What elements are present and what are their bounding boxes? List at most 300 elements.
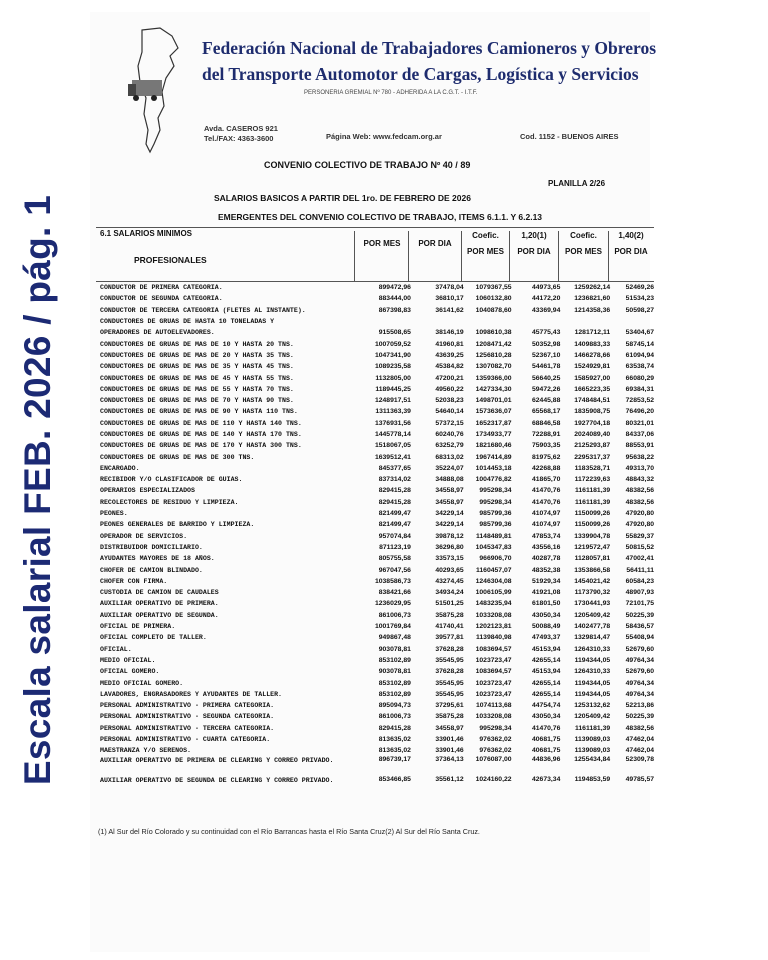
- website: Página Web: www.fedcam.org.ar: [326, 132, 442, 141]
- row-profession: PERSONAL ADMINISTRATIVO - TERCERA CATEGORIA.: [100, 724, 275, 732]
- profesionales-label: PROFESIONALES: [134, 255, 207, 265]
- table-row: [96, 756, 654, 776]
- header-coef1-por-dia: POR DIA: [517, 247, 551, 256]
- cell-coef1-mes: 1573636,07: [475, 408, 512, 416]
- cell-coef2-dia: 50815,52: [625, 543, 655, 551]
- header-por-mes: POR MES: [363, 239, 401, 248]
- cell-coef1-dia: 45153,94: [532, 645, 561, 653]
- row-profession: PEONES GENERALES DE BARRIDO Y LIMPIEZA.: [100, 521, 255, 529]
- table-row: [96, 497, 654, 508]
- row-profession: ENCARGADO.: [100, 464, 140, 472]
- row-profession: CHOFER CON FIRMA.: [100, 577, 168, 585]
- cell-coef2-mes: 1466278,66: [574, 351, 611, 359]
- header-factor-2: 1,40(2): [618, 231, 644, 240]
- cell-coef1-dia: 47853,74: [532, 532, 561, 540]
- cell-coef1-dia: 61801,50: [532, 600, 561, 608]
- row-profession: CONDUCTORES DE GRUAS DE MAS DE 300 TNS.: [100, 453, 255, 461]
- cell-coef1-mes: 1083694,57: [475, 668, 512, 676]
- cell-dia: 36296,80: [435, 543, 464, 551]
- cell-coef1-mes: 985799,36: [479, 521, 512, 529]
- row-profession: DISTRIBUIDOR DOMICILIARIO.: [100, 543, 203, 551]
- cell-coef2-dia: 72853,52: [625, 397, 655, 405]
- table-row: [96, 734, 654, 745]
- cell-coef1-dia: 42655,14: [532, 679, 561, 687]
- table-row: [96, 776, 654, 796]
- address: [204, 124, 278, 144]
- cell-coef2-mes: 1205409,42: [574, 713, 611, 721]
- cell-coef2-mes: 1128057,81: [574, 555, 611, 563]
- header-coef-1: Coefic.: [472, 231, 499, 240]
- table-row: [96, 666, 654, 677]
- cell-coef1-mes: 1652317,87: [475, 419, 512, 427]
- cell-coef2-mes: 1281712,11: [574, 329, 611, 337]
- table-body: [96, 282, 654, 796]
- cell-coef2-dia: 61094,94: [625, 351, 655, 359]
- cell-coef2-mes: 1139089,03: [574, 736, 611, 744]
- cell-coef1-dia: 44172,20: [532, 295, 561, 303]
- cell-coef2-dia: 49313,70: [625, 464, 655, 472]
- table-row: [96, 406, 654, 417]
- cell-mes: 867398,83: [378, 306, 411, 314]
- cell-coef1-mes: 1256810,28: [475, 351, 512, 359]
- cell-coef1-dia: 59472,26: [532, 385, 561, 393]
- row-profession: OFICIAL GOMERO.: [100, 668, 160, 676]
- cell-coef2-dia: 49764,34: [625, 656, 655, 664]
- cell-coef1-mes: 1024160,22: [475, 776, 512, 784]
- cell-dia: 34229,14: [435, 521, 464, 529]
- row-profession: AUXILIAR OPERATIVO DE PRIMERA DE CLEARING Y CORREO PRIVADO.: [100, 757, 334, 765]
- cell-coef2-mes: 1264310,33: [574, 645, 611, 653]
- cell-dia: 33901,46: [435, 736, 464, 744]
- cell-mes: 1639512,41: [374, 453, 411, 461]
- cell-coef1-dia: 72288,91: [532, 431, 561, 438]
- row-profession: CONDUCTORES DE GRUAS DE MAS DE 45 Y HASTA 55 TNS.: [100, 374, 294, 382]
- address-line-2: Tel./FAX: 4363-3600: [204, 134, 274, 143]
- cell-coef1-dia: 40287,78: [532, 555, 561, 563]
- emergentes-heading: EMERGENTES DEL CONVENIO COLECTIVO DE TRABAJO, ITEMS 6.1.1. Y 6.2.13: [218, 212, 543, 222]
- cell-coef1-dia: 42673,34: [532, 776, 561, 784]
- cell-coef2-mes: 1214358,36: [574, 306, 611, 314]
- cell-coef1-dia: 41470,76: [532, 724, 561, 732]
- row-profession: CONDUCTORES DE GRUAS DE MAS DE 170 Y HASTA 300 TNS.: [100, 442, 302, 450]
- cell-coef1-mes: 1498701,01: [475, 397, 512, 405]
- cell-coef1-dia: 52367,10: [532, 351, 561, 359]
- cell-coef1-mes: 1139840,98: [475, 634, 512, 642]
- cell-dia: 47200,21: [435, 374, 464, 382]
- planilla-number: PLANILLA 2/26: [548, 179, 606, 188]
- cell-coef2-dia: 47002,41: [625, 555, 655, 563]
- org-line-2: del Transporte Automotor de Cargas, Logística y Servicios: [202, 64, 639, 84]
- cell-coef2-mes: 1150099,26: [574, 510, 611, 518]
- table-row: [96, 723, 654, 734]
- cell-coef1-dia: 51929,34: [532, 577, 561, 585]
- cell-dia: 34229,14: [435, 510, 464, 518]
- cell-dia: 49560,22: [435, 385, 464, 393]
- cell-dia: 35561,12: [435, 776, 464, 784]
- cell-coef2-dia: 52679,60: [625, 645, 655, 653]
- cell-mes: 896739,17: [378, 756, 411, 764]
- cell-coef1-mes: 1033208,08: [475, 611, 512, 619]
- cell-coef2-dia: 52309,78: [625, 756, 655, 764]
- cell-coef2-dia: 63538,74: [625, 363, 655, 371]
- table-row: [96, 350, 654, 361]
- cell-coef2-mes: 1339904,78: [574, 532, 611, 540]
- cell-coef2-mes: 1172239,63: [574, 476, 611, 484]
- cell-dia: 35545,95: [435, 690, 464, 698]
- cell-coef1-mes: 976362,02: [479, 736, 512, 744]
- cell-coef2-mes: 1194344,05: [574, 679, 611, 687]
- cell-mes: 871123,19: [379, 543, 411, 551]
- table-row: [96, 361, 654, 372]
- table-row: [96, 418, 654, 429]
- cell-dia: 34558,97: [435, 498, 464, 506]
- cell-mes: 1132805,00: [375, 374, 411, 382]
- cell-mes: 1518067,05: [374, 442, 411, 450]
- cell-coef1-dia: 43050,34: [532, 611, 561, 619]
- cell-mes: 853102,89: [378, 679, 411, 687]
- cell-dia: 39577,81: [435, 634, 464, 642]
- cell-coef2-dia: 47462,04: [625, 747, 655, 755]
- cell-coef2-mes: 1329814,47: [574, 634, 611, 642]
- cell-dia: 34888,08: [435, 476, 464, 484]
- document-page: [90, 12, 657, 952]
- cell-coef1-dia: 45153,94: [532, 668, 561, 676]
- cell-mes: 915508,65: [378, 329, 411, 337]
- cell-coef2-mes: 1255434,84: [574, 756, 611, 764]
- cell-dia: 41960,81: [435, 340, 464, 348]
- row-profession: OPERADOR DE SERVICIOS.: [100, 532, 188, 540]
- cell-coef1-dia: 56640,25: [532, 374, 561, 382]
- cell-coef2-dia: 60584,23: [625, 577, 655, 585]
- row-profession: OFICIAL COMPLETO DE TALLER.: [100, 634, 207, 642]
- cell-mes: 1047341,90: [374, 351, 411, 359]
- cell-coef1-mes: 1821680,46: [475, 442, 512, 450]
- cell-coef2-mes: 1665223,35: [574, 385, 611, 393]
- section-label: 6.1 SALARIOS MINIMOS: [100, 229, 193, 238]
- cell-dia: 37295,61: [435, 702, 464, 710]
- org-line-1: Federación Nacional de Trabajadores Camioneros y Obreros: [202, 38, 657, 58]
- cell-mes: 829415,28: [378, 724, 411, 732]
- table-row: [96, 689, 654, 700]
- row-profession: PERSONAL ADMINISTRATIVO - SEGUNDA CATEGORIA.: [100, 713, 275, 721]
- table-row: [96, 451, 654, 462]
- cell-mes: 967047,56: [378, 566, 411, 574]
- cell-coef2-dia: 52469,26: [625, 284, 655, 292]
- row-profession: CONDUCTORES DE GRUAS DE MAS DE 35 Y HASTA 45 TNS.: [100, 363, 294, 371]
- table-row: [96, 327, 654, 338]
- table-row: [96, 587, 654, 598]
- header-coef2-por-dia: POR DIA: [614, 247, 648, 256]
- cell-coef2-dia: 49785,57: [625, 776, 655, 784]
- cell-coef2-mes: 1748484,51: [574, 397, 611, 405]
- cell-mes: 821499,47: [378, 510, 411, 518]
- row-profession: CONDUCTORES DE GRUAS DE MAS DE 140 Y HASTA 170 TNS.: [100, 431, 302, 438]
- cell-dia: 35545,95: [435, 679, 464, 687]
- row-profession: OPERARIOS ESPECIALIZADOS: [100, 487, 195, 495]
- cell-coef1-mes: 995298,34: [479, 724, 512, 732]
- table-row: [96, 655, 654, 666]
- cell-coef2-dia: 47920,80: [625, 521, 655, 529]
- cell-coef1-dia: 41074,97: [532, 510, 561, 518]
- cell-mes: 1311363,39: [375, 408, 411, 416]
- row-profession: CONDUCTORES DE GRUAS DE MAS DE 110 Y HASTA 140 TNS.: [100, 419, 302, 427]
- cell-mes: 861006,73: [378, 713, 411, 721]
- cell-mes: 1445778,14: [374, 431, 411, 438]
- cell-mes: 813635,02: [378, 747, 411, 755]
- table-row: [96, 440, 654, 451]
- cell-dia: 37364,13: [435, 756, 464, 764]
- cell-coef1-mes: 1967414,89: [475, 453, 512, 461]
- cell-coef2-mes: 1524929,81: [574, 363, 611, 371]
- cell-coef2-dia: 72101,75: [625, 600, 655, 608]
- row-profession: CUSTODIA DE CAMION DE CAUDALES: [100, 589, 219, 597]
- cell-coef2-dia: 48382,56: [625, 724, 655, 732]
- cell-coef2-dia: 47462,04: [625, 736, 655, 744]
- cell-coef2-mes: 1194344,05: [574, 690, 611, 698]
- cell-mes: 853466,85: [378, 776, 411, 784]
- cell-dia: 38146,19: [435, 329, 464, 337]
- cell-mes: 1248917,51: [374, 397, 411, 405]
- cell-coef1-dia: 50088,49: [532, 623, 561, 631]
- side-title-text: Escala salarial FEB. 2026 / pág. 1: [17, 194, 58, 786]
- row-profession: CHOFER DE CAMION BLINDADO.: [100, 566, 203, 574]
- cell-mes: 895094,73: [378, 702, 411, 710]
- cell-dia: 34558,97: [435, 724, 464, 732]
- table-row: [96, 485, 654, 496]
- table-row: [96, 644, 654, 655]
- cell-coef2-mes: 1236821,60: [574, 295, 611, 303]
- table-row: [96, 576, 654, 587]
- cell-coef1-mes: 1076087,00: [475, 756, 512, 764]
- cell-mes: 853102,89: [378, 690, 411, 698]
- cell-mes: 837314,02: [378, 476, 411, 484]
- cell-mes: 845377,65: [378, 464, 411, 472]
- cell-coef1-mes: 1023723,47: [475, 690, 512, 698]
- cell-dia: 33901,46: [435, 747, 464, 755]
- cell-mes: 1001769,84: [374, 623, 411, 631]
- header-por-dia: POR DIA: [418, 239, 452, 248]
- cell-coef1-mes: 1023723,47: [475, 656, 512, 664]
- cell-coef1-mes: 1060132,80: [475, 295, 512, 303]
- cell-mes: 821499,47: [378, 521, 411, 529]
- cell-coef2-mes: 1353866,58: [574, 566, 611, 574]
- cell-coef1-mes: 985799,36: [479, 510, 512, 518]
- cell-mes: 957074,84: [378, 532, 411, 540]
- row-profession: OFICIAL.: [100, 645, 132, 653]
- cell-coef1-dia: 41470,76: [532, 487, 561, 495]
- cell-coef1-mes: 1160457,07: [475, 566, 512, 574]
- cell-coef1-mes: 1074113,68: [475, 702, 512, 710]
- cell-mes: 861006,73: [378, 611, 411, 619]
- row-profession: AYUDANTES MAYORES DE 18 AÑOS.: [100, 555, 215, 563]
- cell-mes: 829415,28: [378, 498, 411, 506]
- cell-coef2-dia: 58436,57: [625, 623, 655, 631]
- row-profession: CONDUCTORES DE GRUAS DE HASTA 10 TONELADAS Y: [100, 318, 275, 326]
- cell-coef1-dia: 44973,65: [532, 284, 561, 292]
- header-coef2-por-mes: POR MES: [565, 247, 602, 256]
- cell-dia: 37628,28: [435, 645, 464, 653]
- cell-coef2-mes: 1161181,39: [575, 498, 611, 506]
- table-row: [96, 711, 654, 722]
- table-row: [96, 429, 654, 440]
- cell-coef1-mes: 1098610,38: [475, 329, 512, 337]
- cell-coef2-mes: 2024089,40: [574, 431, 611, 438]
- table-row: [96, 474, 654, 485]
- table-row: [96, 542, 654, 553]
- cell-dia: 35875,28: [435, 611, 464, 619]
- row-profession: MAESTRANZA Y/O SERENOS.: [100, 747, 192, 755]
- cell-mes: 949867,48: [378, 634, 411, 642]
- cell-coef1-dia: 65568,17: [532, 408, 561, 416]
- cell-coef2-mes: 1454021,42: [574, 577, 611, 585]
- cell-coef2-mes: 1173790,32: [574, 589, 611, 597]
- cell-coef2-dia: 69384,31: [625, 385, 655, 393]
- row-profession: OFICIAL DE PRIMERA.: [100, 623, 176, 631]
- header-coef1-por-mes: POR MES: [467, 247, 504, 256]
- cell-coef2-dia: 66080,29: [625, 374, 655, 382]
- cell-coef1-dia: 41921,08: [532, 589, 561, 597]
- cell-dia: 34934,24: [435, 589, 464, 597]
- cell-coef2-dia: 48382,56: [625, 498, 655, 506]
- cell-dia: 36810,17: [435, 295, 464, 303]
- cell-coef1-mes: 1202123,81: [475, 623, 512, 631]
- cell-coef2-mes: 1183528,71: [574, 464, 611, 472]
- cell-coef2-dia: 51534,23: [625, 295, 655, 303]
- table-row: [96, 621, 654, 632]
- cell-coef2-dia: 50598,27: [625, 306, 655, 314]
- cell-dia: 60240,76: [435, 431, 464, 438]
- table-row: [96, 598, 654, 609]
- cell-coef2-mes: 1139089,03: [574, 747, 611, 755]
- footnote: (1) Al Sur del Río Colorado y su continuidad con el Río Barrancas hasta el Río Santa Cruz(2) Al Sur del Río Santa Cruz.: [98, 827, 480, 836]
- cell-dia: 52038,23: [435, 397, 464, 405]
- cell-mes: 1089235,58: [374, 363, 411, 371]
- cell-dia: 45384,82: [435, 363, 464, 371]
- table-row: [96, 305, 654, 316]
- cell-coef2-mes: 1585927,00: [574, 374, 611, 382]
- table-row: [96, 463, 654, 474]
- cell-dia: 36141,62: [435, 306, 464, 314]
- cell-coef1-mes: 995298,34: [479, 487, 512, 495]
- cell-coef1-mes: 1079367,55: [475, 284, 512, 292]
- cell-mes: 899472,96: [378, 284, 411, 292]
- cell-coef1-dia: 41074,97: [532, 521, 561, 529]
- cell-coef1-mes: 1006105,99: [475, 589, 512, 597]
- cell-coef1-dia: 45775,43: [532, 329, 561, 337]
- table-row: [96, 553, 654, 564]
- cell-coef1-mes: 1427334,30: [475, 385, 512, 393]
- row-profession: CONDUCTORES DE GRUAS DE MAS DE 10 Y HASTA 20 TNS.: [100, 340, 294, 348]
- cell-coef1-dia: 42268,88: [532, 464, 561, 472]
- table-row: [96, 338, 654, 349]
- cell-mes: 1189445,25: [375, 385, 411, 393]
- cell-coef2-mes: 1253132,62: [574, 702, 611, 710]
- table-row: [96, 700, 654, 711]
- cell-coef1-dia: 40681,75: [532, 747, 561, 755]
- cell-dia: 63252,79: [435, 442, 464, 450]
- cell-coef2-mes: 1409883,33: [574, 340, 611, 348]
- argentina-map-logo-icon: [120, 26, 190, 154]
- cell-coef2-dia: 80321,01: [625, 419, 655, 427]
- row-profession: CONDUCTOR DE TERCERA CATEGORIA (FLETES AL INSTANTE).: [100, 306, 306, 314]
- convenio-title: CONVENIO COLECTIVO DE TRABAJO Nº 40 / 89: [264, 160, 471, 170]
- table-row: [96, 745, 654, 756]
- row-profession: RECOLECTORES DE RESIDUO Y LIMPIEZA.: [100, 498, 239, 506]
- cell-coef1-dia: 42655,14: [532, 656, 561, 664]
- cell-mes: 903078,81: [378, 645, 411, 653]
- cell-mes: 829415,28: [378, 487, 411, 495]
- cell-coef2-dia: 52213,86: [625, 702, 655, 710]
- cell-dia: 37478,04: [435, 284, 464, 292]
- cell-coef1-dia: 50352,98: [532, 340, 561, 348]
- cell-coef2-dia: 95638,22: [625, 453, 655, 461]
- cell-coef1-mes: 1083694,57: [475, 645, 512, 653]
- cell-dia: 35875,28: [435, 713, 464, 721]
- cell-dia: 40293,65: [435, 566, 464, 574]
- row-profession: RECIBIDOR Y/O CLASIFICADOR DE GUIAS.: [100, 476, 243, 484]
- header-factor-1: 1,20(1): [521, 231, 547, 240]
- cell-coef2-mes: 1835908,75: [574, 408, 611, 416]
- cell-coef1-dia: 43556,16: [532, 543, 561, 551]
- cell-coef2-mes: 1194853,59: [574, 776, 611, 784]
- salary-table: [96, 227, 654, 796]
- row-profession: AUXILIAR OPERATIVO DE PRIMERA.: [100, 600, 219, 608]
- cell-coef1-mes: 1734933,77: [475, 431, 512, 438]
- cell-dia: 37628,28: [435, 668, 464, 676]
- cell-coef1-dia: 40681,75: [532, 736, 561, 744]
- cell-mes: 853102,89: [378, 656, 411, 664]
- personeria: PERSONERIA GREMIAL Nº 780 - ADHERIDA A LA C.G.T. - I.T.F.: [304, 90, 478, 96]
- cell-coef1-dia: 44836,96: [532, 756, 561, 764]
- cell-coef1-dia: 43050,34: [532, 713, 561, 721]
- cell-coef1-dia: 81975,62: [532, 453, 561, 461]
- table-row: [96, 519, 654, 530]
- row-profession: CONDUCTORES DE GRUAS DE MAS DE 20 Y HASTA 35 TNS.: [100, 351, 294, 359]
- cell-coef1-mes: 1033208,08: [475, 713, 512, 721]
- cell-coef1-mes: 995298,34: [479, 498, 512, 506]
- cell-dia: 43639,25: [435, 351, 464, 359]
- address-line-1: Avda. CASEROS 921: [204, 124, 278, 133]
- cell-coef2-dia: 76496,20: [625, 408, 655, 416]
- row-profession: MEDIO OFICIAL.: [100, 656, 156, 664]
- row-profession: OPERADORES DE AUTOELEVADORES.: [100, 329, 215, 337]
- cell-coef2-mes: 1161181,39: [575, 724, 611, 732]
- cell-coef1-mes: 1208471,42: [475, 340, 512, 348]
- cell-coef2-dia: 55829,37: [625, 532, 655, 540]
- row-profession: PERSONAL ADMINISTRATIVO - PRIMERA CATEGORIA.: [100, 702, 275, 710]
- table-row: [96, 677, 654, 688]
- postal-code: Cod. 1152 - BUENOS AIRES: [520, 132, 619, 141]
- cell-dia: 57372,15: [435, 419, 464, 427]
- cell-coef2-dia: 50225,39: [625, 611, 655, 619]
- cell-coef1-mes: 1004776,82: [475, 476, 512, 484]
- table-row: [96, 531, 654, 542]
- cell-coef1-mes: 1014453,18: [475, 464, 512, 472]
- table-row: [96, 316, 654, 327]
- cell-coef2-mes: 1730441,93: [574, 600, 611, 608]
- table-header: [96, 227, 654, 282]
- cell-coef1-dia: 54461,78: [532, 363, 561, 371]
- table-row: [96, 564, 654, 575]
- cell-dia: 33573,15: [435, 555, 464, 563]
- cell-coef1-dia: 41865,70: [532, 476, 561, 484]
- cell-mes: 805755,58: [378, 555, 411, 563]
- table-row: [96, 384, 654, 395]
- cell-coef1-mes: 976362,02: [479, 747, 512, 755]
- cell-mes: 883444,00: [378, 295, 411, 303]
- cell-mes: 1236029,95: [374, 600, 411, 608]
- cell-coef2-mes: 2125293,87: [574, 442, 611, 450]
